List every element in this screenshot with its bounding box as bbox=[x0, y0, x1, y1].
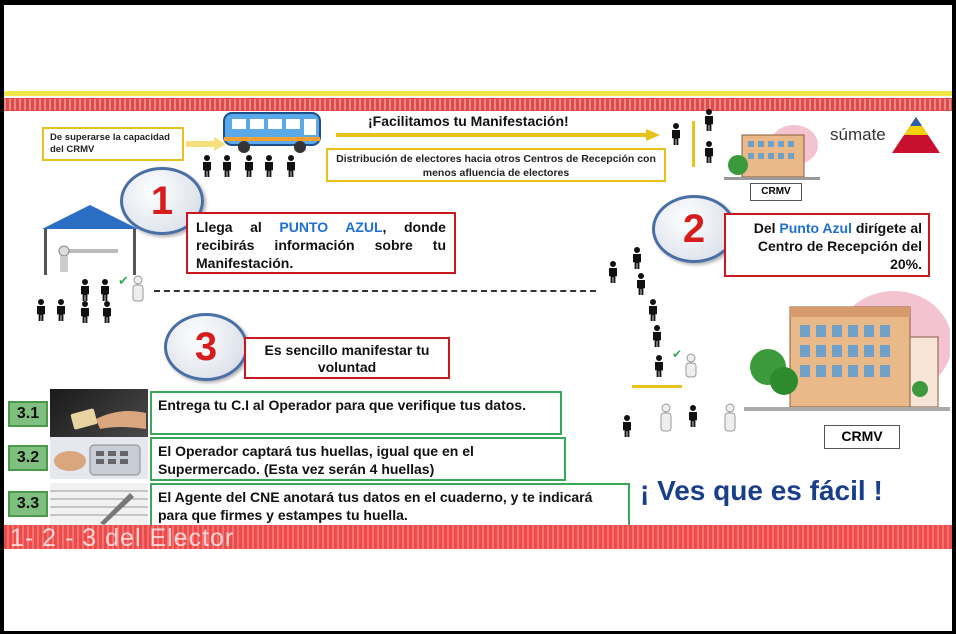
signature-notebook-photo bbox=[50, 483, 148, 525]
person-icon bbox=[648, 299, 658, 321]
small-building-icon bbox=[724, 123, 820, 181]
white-figure-icon bbox=[130, 275, 146, 303]
person-icon bbox=[36, 299, 46, 321]
person-icon bbox=[202, 155, 212, 177]
crmv-label-small bbox=[750, 183, 802, 201]
step-3-circle: 3 bbox=[164, 313, 248, 381]
step-1-text-suffix: , donde recibirás información sobre tu Manifestación. bbox=[196, 219, 446, 271]
step-1-text-prefix: Llega al bbox=[196, 219, 280, 235]
person-icon bbox=[244, 155, 254, 177]
white-figure-icon bbox=[684, 353, 698, 379]
fingerprint-scanner-photo bbox=[50, 437, 148, 479]
white-figure-icon bbox=[658, 403, 674, 433]
step-2-circle: 2 bbox=[652, 195, 736, 263]
substep-3-2-text: El Operador captará tus huellas, igual que en el Supermercado. (Esta vez serán 4 huellas) bbox=[158, 443, 474, 477]
person-icon bbox=[80, 301, 90, 323]
facilitate-title: ¡Facilitamos tu Manifestación! bbox=[368, 113, 569, 129]
person-icon bbox=[688, 405, 698, 427]
substep-3-3-tag: 3.3 bbox=[8, 491, 48, 517]
substep-3-1-text: Entrega tu C.I al Operador para que verifique tus datos. bbox=[158, 397, 526, 413]
person-icon bbox=[608, 261, 618, 283]
slogan-text: ¡ Ves que es fácil ! bbox=[640, 475, 883, 506]
person-icon bbox=[704, 141, 714, 163]
yellow-long-arrow-icon bbox=[336, 128, 660, 140]
person-icon bbox=[56, 299, 66, 321]
bus-icon bbox=[222, 111, 322, 155]
yellow-arrow-icon bbox=[186, 137, 226, 151]
substep-3-1-box bbox=[150, 391, 562, 435]
person-icon bbox=[622, 415, 632, 437]
step-1-box bbox=[186, 212, 456, 274]
person-icon bbox=[636, 273, 646, 295]
person-icon bbox=[704, 109, 714, 131]
person-icon bbox=[264, 155, 274, 177]
step-2-box bbox=[724, 213, 930, 277]
person-icon bbox=[652, 325, 662, 347]
crmv-label-large-text: CRMV bbox=[841, 428, 883, 444]
person-icon bbox=[222, 155, 232, 177]
step-3-box bbox=[244, 337, 450, 379]
substep-3-2-box bbox=[150, 437, 566, 481]
person-icon bbox=[100, 279, 110, 301]
person-icon bbox=[632, 247, 642, 269]
sumate-pyramid-logo bbox=[890, 115, 942, 155]
blue-tent-icon bbox=[38, 201, 142, 277]
substep-3-3-text: El Agente del CNE anotará tus datos en el cuaderno, y te indicará para que firmes y estampes tu huella. bbox=[158, 489, 593, 523]
person-icon bbox=[80, 279, 90, 301]
yellow-divider bbox=[692, 121, 695, 167]
person-icon bbox=[671, 123, 681, 145]
step-2-text-prefix: Del bbox=[753, 220, 780, 236]
id-card-photo bbox=[50, 389, 148, 439]
step-1-highlight: PUNTO AZUL bbox=[279, 219, 383, 235]
dashed-path-line bbox=[154, 290, 596, 292]
sumate-logo-text: súmate bbox=[830, 125, 886, 144]
person-icon bbox=[654, 355, 664, 377]
step-2-text-suffix: dirígete al Centro de Recepción del 20%. bbox=[757, 220, 922, 272]
step-1-circle: 1 bbox=[120, 167, 204, 235]
step-2-highlight: Punto Azul bbox=[779, 220, 852, 236]
overflow-note-text: De superarse la capacidad del CRMV bbox=[50, 132, 170, 155]
person-icon bbox=[102, 301, 112, 323]
crmv-label-large bbox=[824, 425, 900, 449]
footer-title: 1- 2 - 3 del Elector bbox=[10, 524, 235, 552]
distribution-note-box bbox=[326, 148, 666, 182]
distribution-note-text: Distribución de electores hacia otros Centros de Recepción con menos afluencia de electores bbox=[336, 153, 656, 179]
substep-3-2-tag: 3.2 bbox=[8, 445, 48, 471]
crmv-label-small-text: CRMV bbox=[761, 186, 791, 197]
top-color-stripe bbox=[4, 91, 952, 111]
check-mark-icon: ✔ bbox=[118, 273, 129, 288]
overflow-note-box bbox=[42, 127, 184, 161]
step-3-text: Es sencillo manifestar tu voluntad bbox=[264, 342, 430, 375]
slide bbox=[4, 5, 952, 631]
check-mark-icon: ✔ bbox=[672, 347, 683, 361]
large-building-icon bbox=[744, 287, 950, 425]
white-figure-icon bbox=[722, 403, 738, 433]
yellow-line bbox=[632, 385, 682, 388]
substep-3-3-box bbox=[150, 483, 630, 527]
substep-3-1-tag: 3.1 bbox=[8, 401, 48, 427]
person-icon bbox=[286, 155, 296, 177]
